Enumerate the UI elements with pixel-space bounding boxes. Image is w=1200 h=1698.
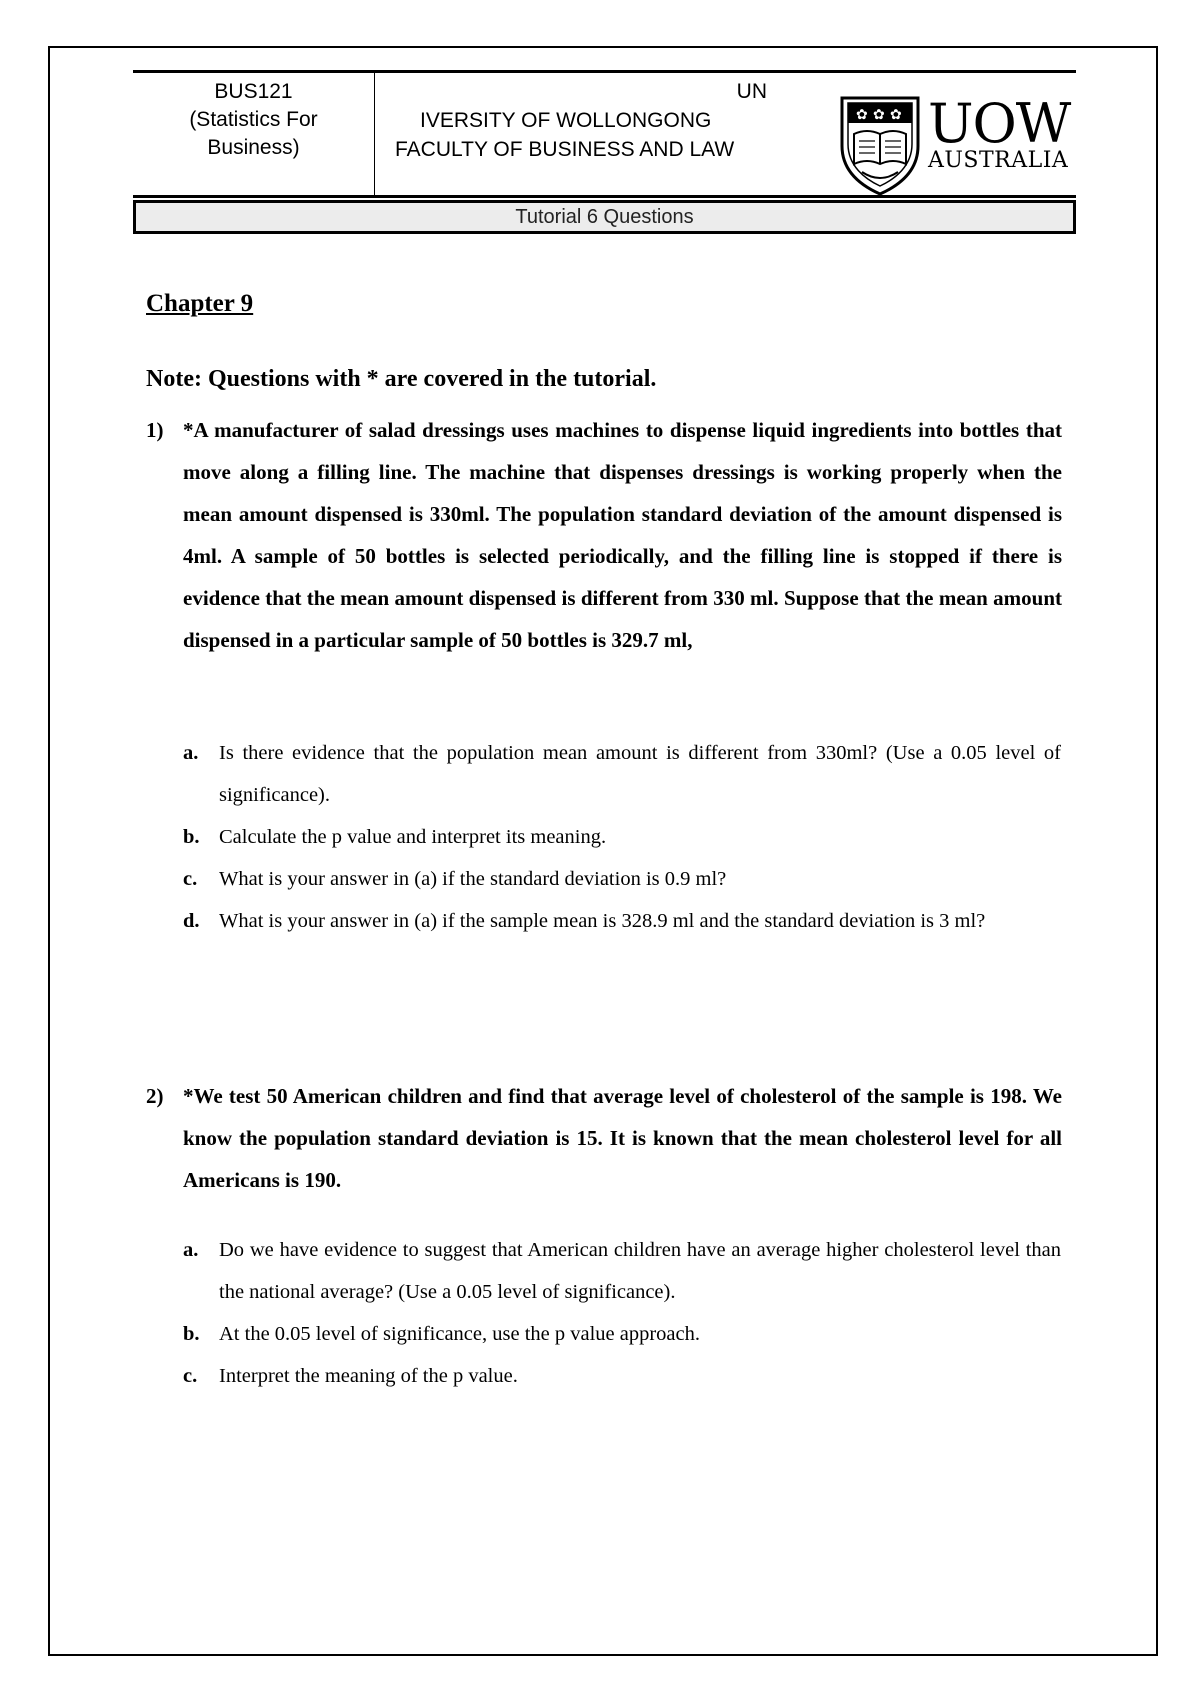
part-text: Interpret the meaning of the p value. bbox=[219, 1365, 518, 1387]
tutorial-note: Note: Questions with * are covered in the tutorial. bbox=[146, 366, 657, 392]
part-letter: a. bbox=[183, 1239, 199, 1261]
logo-wordmark: UOW bbox=[928, 92, 1071, 155]
question-number: 1) bbox=[146, 418, 164, 442]
part-letter: c. bbox=[183, 868, 198, 890]
part-text: Is there evidence that the population mean amount is different from 330ml? (Use a 0.05 level of significance). bbox=[219, 742, 1061, 806]
university-cell bbox=[375, 73, 775, 195]
part-text: Calculate the p value and interpret its meaning. bbox=[219, 826, 607, 848]
faculty-name: FACULTY OF BUSINESS AND LAW bbox=[395, 138, 735, 161]
question-part bbox=[183, 1229, 1061, 1313]
question-text: *A manufacturer of salad dressings uses machines to dispense liquid ingredients into bottles that move along a filling line. The machine that dispenses dressings is working properly when the mean amount dispensed is 330ml. The population standard deviation of the amount dispensed is 4ml. A sample of 50 bottles is selected periodically, and the filling line is stopped if there is evidence that the mean amount dispensed is different from 330 ml. Suppose that the mean amount dispensed in a particular sample of 50 bottles is 329.7 ml, bbox=[183, 418, 1062, 652]
uow-crest-icon bbox=[838, 94, 922, 196]
university-name-part1: UN bbox=[736, 80, 767, 103]
question-text: *We test 50 American children and find that average level of cholesterol of the sample is 198. We know the population standard deviation is 15. It is known that the mean cholesterol level for all Americans is 190. bbox=[183, 1084, 1062, 1192]
svg-text:✿: ✿ bbox=[873, 107, 885, 123]
part-text: What is your answer in (a) if the standard deviation is 0.9 ml? bbox=[219, 868, 727, 890]
course-cell bbox=[133, 73, 375, 195]
course-title-line1: (Statistics For bbox=[189, 108, 318, 131]
question-number: 2) bbox=[146, 1084, 164, 1108]
question-1-parts bbox=[183, 732, 1061, 942]
question-part bbox=[183, 732, 1061, 816]
question-part bbox=[183, 1313, 1061, 1355]
part-letter: d. bbox=[183, 910, 200, 932]
part-letter: a. bbox=[183, 742, 199, 764]
logo-country: AUSTRALIA bbox=[928, 148, 1069, 173]
part-letter: b. bbox=[183, 1323, 200, 1345]
question-1 bbox=[146, 409, 1062, 661]
university-name-part2: IVERSITY OF WOLLONGONG bbox=[420, 109, 712, 132]
part-letter: b. bbox=[183, 826, 200, 848]
part-text: Do we have evidence to suggest that American children have an average higher cholesterol level than the national average? (Use a 0.05 level of significance). bbox=[219, 1239, 1061, 1303]
question-part bbox=[183, 816, 1061, 858]
tutorial-title-bar: Tutorial 6 Questions bbox=[133, 200, 1076, 234]
uow-logo bbox=[838, 94, 1078, 198]
course-title-line2: Business) bbox=[207, 136, 300, 159]
course-code: BUS121 bbox=[214, 80, 293, 103]
part-letter: c. bbox=[183, 1365, 198, 1387]
part-text: At the 0.05 level of significance, use the p value approach. bbox=[219, 1323, 701, 1345]
question-part bbox=[183, 1355, 1061, 1397]
chapter-heading: Chapter 9 bbox=[146, 290, 254, 317]
question-2-parts bbox=[183, 1229, 1061, 1397]
svg-text:✿: ✿ bbox=[890, 107, 902, 123]
question-part bbox=[183, 858, 1061, 900]
svg-text:✿: ✿ bbox=[856, 107, 868, 123]
question-2 bbox=[146, 1075, 1062, 1201]
question-part bbox=[183, 900, 1061, 942]
part-text: What is your answer in (a) if the sample mean is 328.9 ml and the standard deviation is 3 ml? bbox=[219, 910, 986, 932]
